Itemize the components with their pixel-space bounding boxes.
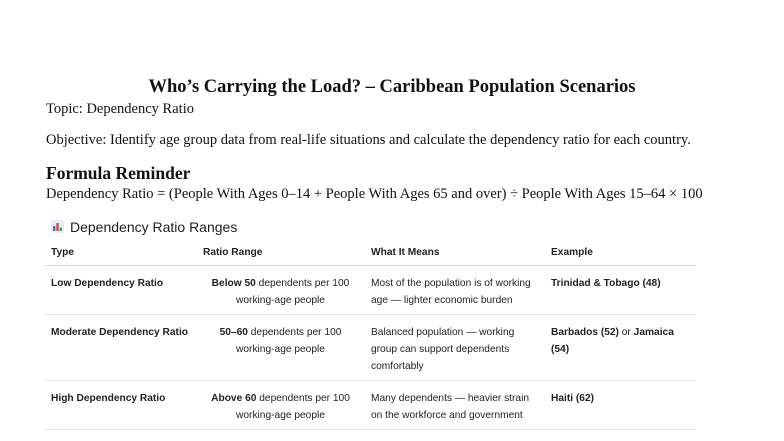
row-range-text: dependents per 100 working-age people [236,327,342,355]
table-row [44,266,696,315]
header-type: Type [44,240,196,266]
row-example-b: Jamaica (54) [551,327,674,355]
row-range-text: dependents per 100 working-age people [236,278,350,306]
row-example [544,315,696,381]
row-type: Low Dependency Ratio [44,266,196,315]
formula-heading: Formula Reminder [46,163,191,183]
dependency-ranges-table [44,240,696,430]
bar-chart-icon [51,220,64,233]
row-example-a: Barbados (52) [551,327,619,338]
row-example-a: Haiti (62) [551,393,595,404]
row-example-a: Trinidad & Tobago (48) [551,278,661,289]
row-range [196,381,364,430]
ranges-heading-block [51,219,237,235]
row-example-or: or [618,327,634,338]
objective-line: Objective: Identify age group data from real-life situations and calculate the dependency ratio for each country. [46,132,691,148]
row-range-value: Above 60 [211,393,257,404]
document-title: Who’s Carrying the Load? – Caribbean Population Scenarios [148,77,636,97]
table-header-row [44,240,696,266]
row-range [196,315,364,381]
table-row [44,381,696,430]
header-range: Ratio Range [196,240,364,266]
row-example [544,381,696,430]
formula-line: Dependency Ratio = (People With Ages 0–14 + People With Ages 65 and over) ÷ People With Ages 15–64 × 100 [46,186,703,202]
ranges-heading: Dependency Ratio Ranges [70,219,238,235]
row-range-value: Below 50 [211,278,256,289]
row-range-value: 50–60 [219,327,248,338]
row-means: Balanced population — working group can support dependents comfortably [364,315,544,381]
row-range-text: dependents per 100 working-age people [236,393,350,421]
header-example: Example [544,240,696,266]
topic-line: Topic: Dependency Ratio [46,101,194,117]
row-means: Many dependents — heavier strain on the workforce and government [364,381,544,430]
row-means: Most of the population is of working age — lighter economic burden [364,266,544,315]
table-row [44,315,696,381]
row-range [196,266,364,315]
row-type: High Dependency Ratio [44,381,196,430]
row-example [544,266,696,315]
header-means: What It Means [364,240,544,266]
row-type: Moderate Dependency Ratio [44,315,196,381]
